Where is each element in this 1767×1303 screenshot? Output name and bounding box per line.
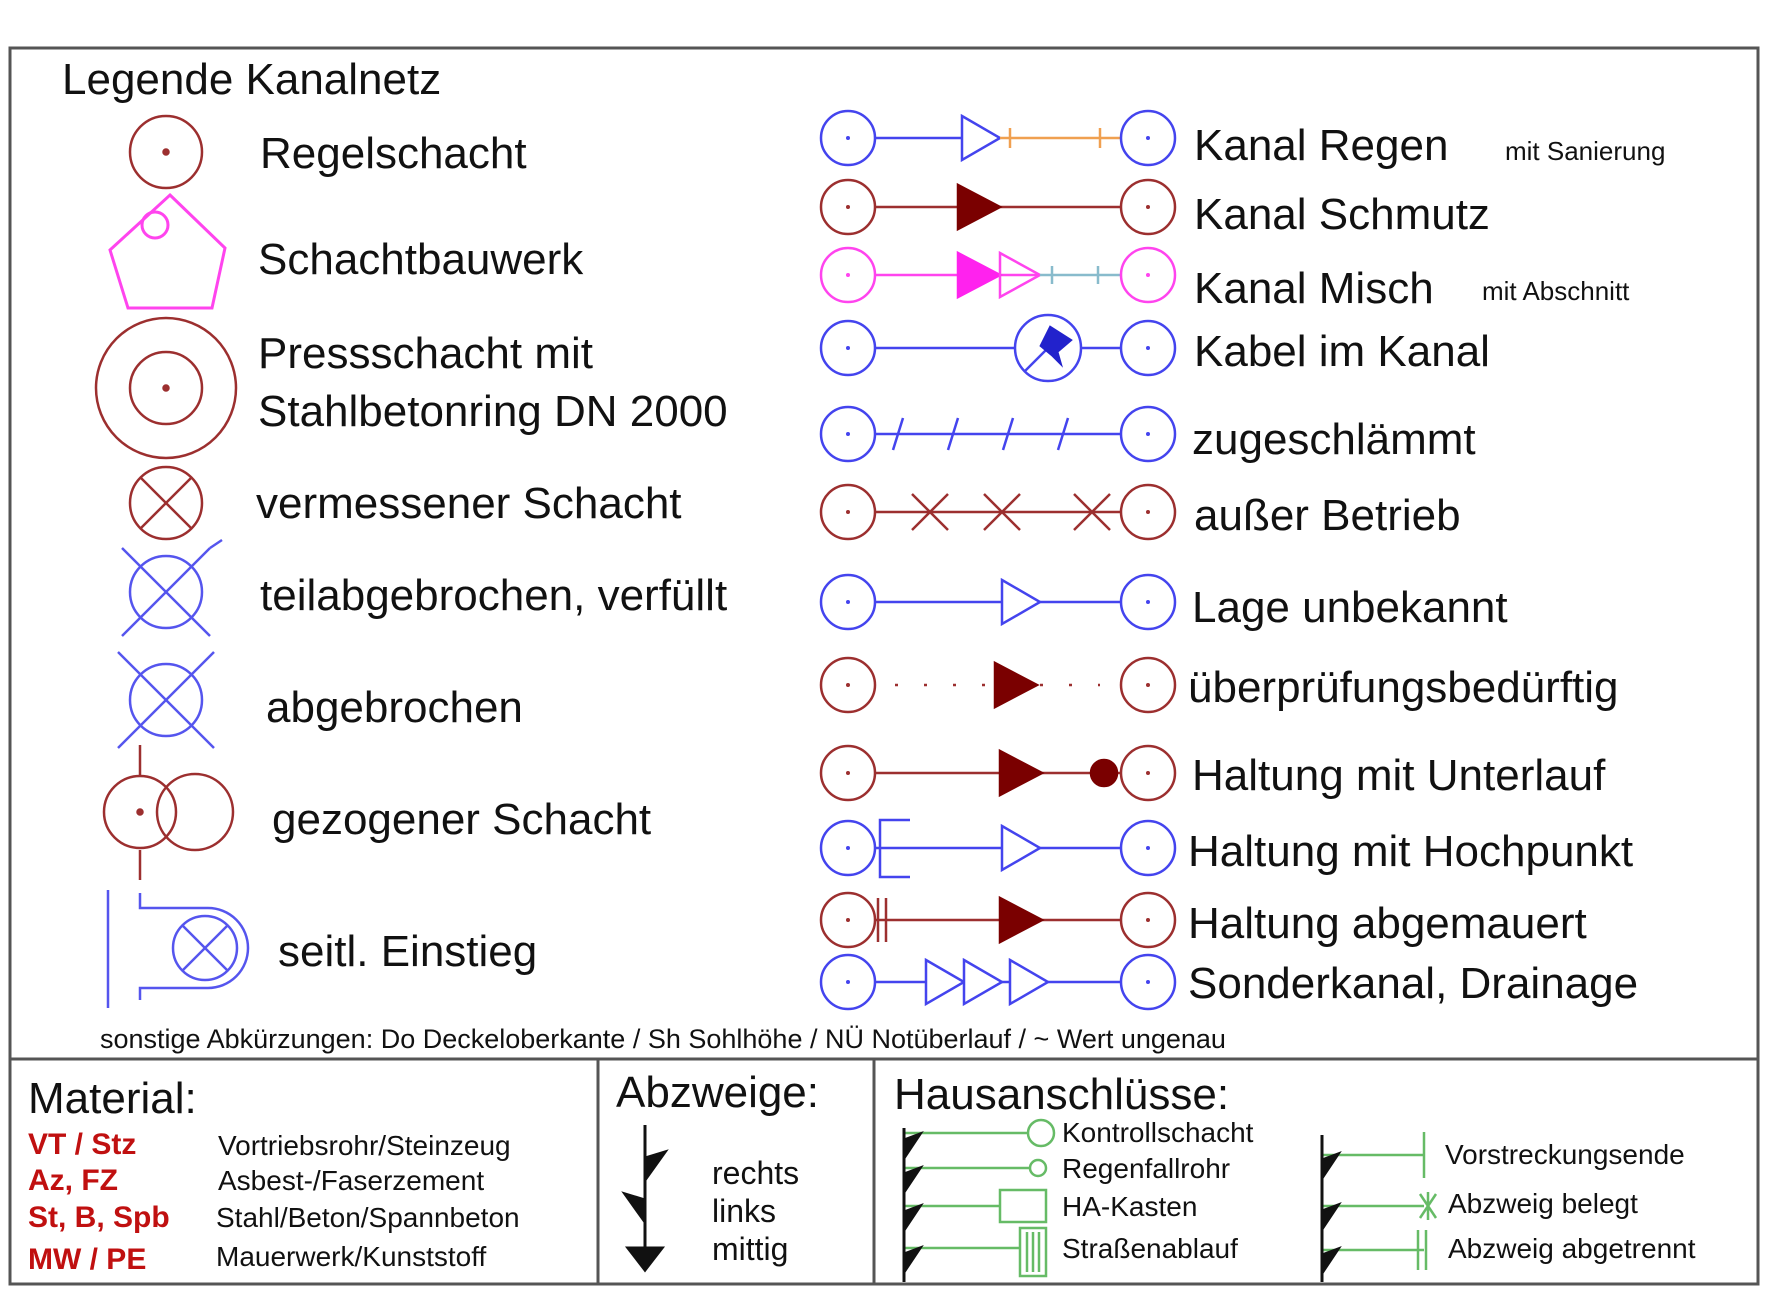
material-code-2: St, B, Spb [28, 1201, 170, 1234]
abzweig-rechts: rechts [712, 1155, 800, 1191]
material-desc-3: Mauerwerk/Kunststoff [216, 1241, 487, 1272]
seitl-einstieg-icon [108, 890, 248, 1008]
label-lage-unbekannt: Lage unbekannt [1192, 583, 1508, 632]
haltung-unterlauf-symbol [821, 746, 1175, 800]
label-kanal-regen: Kanal Regen [1194, 121, 1449, 170]
kabel-im-kanal-symbol [821, 315, 1175, 381]
label-ueberpruefungsbeduerftig: überprüfungsbedürftig [1188, 663, 1619, 712]
vermessener-schacht-icon [130, 467, 202, 539]
label-haltung-hochpunkt: Haltung mit Hochpunkt [1188, 827, 1634, 876]
sonderkanal-symbol [821, 955, 1175, 1009]
haltung-hochpunkt-symbol [821, 820, 1175, 877]
ha-abzweig-belegt: Abzweig belegt [1448, 1188, 1638, 1219]
note-kanal-misch: mit Abschnitt [1482, 276, 1630, 306]
label-teilabgebrochen: teilabgebrochen, verfüllt [260, 571, 728, 620]
kanal-misch-symbol [821, 248, 1175, 302]
legend-title: Legende Kanalnetz [62, 55, 442, 104]
hausanschluesse-title: Hausanschlüsse: [894, 1070, 1230, 1119]
material-title: Material: [28, 1074, 197, 1123]
ha-regenfallrohr: Regenfallrohr [1062, 1153, 1231, 1184]
abzweig-links: links [712, 1193, 777, 1229]
material-code-3: MW / PE [28, 1243, 147, 1276]
label-abgebrochen: abgebrochen [266, 683, 523, 732]
label-sonderkanal: Sonderkanal, Drainage [1188, 959, 1639, 1008]
ausser-betrieb-symbol [821, 485, 1175, 539]
label-schachtbauwerk: Schachtbauwerk [258, 235, 584, 284]
teilabgebrochen-icon [122, 540, 222, 636]
abzweige-symbols [625, 1125, 665, 1270]
gezogener-schacht-icon [104, 745, 233, 880]
ha-vorstreckungsende: Vorstreckungsende [1445, 1139, 1685, 1170]
lage-unbekannt-symbol [821, 575, 1175, 629]
kanal-regen-symbol [821, 111, 1175, 165]
ueberpruefungsbeduerftig-symbol [821, 658, 1175, 712]
pressschacht-icon [96, 318, 236, 458]
schachtbauwerk-icon [110, 195, 225, 308]
label-kanal-misch: Kanal Misch [1194, 264, 1434, 313]
haltung-abgemauert-symbol [821, 893, 1175, 947]
material-code-1: Az, FZ [28, 1164, 118, 1197]
regelschacht-icon [130, 116, 202, 188]
abbreviations-note: sonstige Abkürzungen: Do Deckeloberkante / Sh Sohlhöhe / NÜ Notüberlauf / ~ Wert ungenau [100, 1024, 1226, 1054]
abgebrochen-icon [118, 652, 214, 748]
material-desc-0: Vortriebsrohr/Steinzeug [218, 1130, 511, 1161]
zugeschlaemmt-symbol [821, 407, 1175, 461]
abzweig-mittig: mittig [712, 1231, 789, 1267]
label-pressschacht: Pressschacht mit [258, 329, 593, 378]
label-seitl-einstieg: seitl. Einstieg [278, 927, 538, 976]
label-haltung-abgemauert: Haltung abgemauert [1188, 899, 1587, 948]
ha-kasten: HA-Kasten [1062, 1191, 1198, 1222]
label-pressschacht-2: Stahlbetonring DN 2000 [258, 387, 728, 436]
ha-kontrollschacht: Kontrollschacht [1062, 1117, 1254, 1148]
label-kanal-schmutz: Kanal Schmutz [1194, 190, 1490, 239]
material-desc-1: Asbest-/Faserzement [218, 1165, 485, 1196]
ha-strassenablauf: Straßenablauf [1062, 1233, 1238, 1264]
label-vermessener-schacht: vermessener Schacht [256, 479, 682, 528]
ha-abzweig-abgetrennt: Abzweig abgetrennt [1448, 1233, 1696, 1264]
label-haltung-unterlauf: Haltung mit Unterlauf [1192, 751, 1606, 800]
abzweige-title: Abzweige: [616, 1068, 820, 1117]
label-zugeschlaemmt: zugeschlämmt [1192, 415, 1476, 464]
label-regelschacht: Regelschacht [260, 129, 527, 178]
label-kabel-im-kanal: Kabel im Kanal [1194, 327, 1490, 376]
kanal-schmutz-symbol [821, 180, 1175, 234]
label-ausser-betrieb: außer Betrieb [1194, 491, 1461, 540]
label-gezogener-schacht: gezogener Schacht [272, 795, 652, 844]
material-desc-2: Stahl/Beton/Spannbeton [216, 1202, 520, 1233]
material-code-0: VT / Stz [28, 1128, 137, 1161]
note-kanal-regen: mit Sanierung [1505, 136, 1666, 166]
